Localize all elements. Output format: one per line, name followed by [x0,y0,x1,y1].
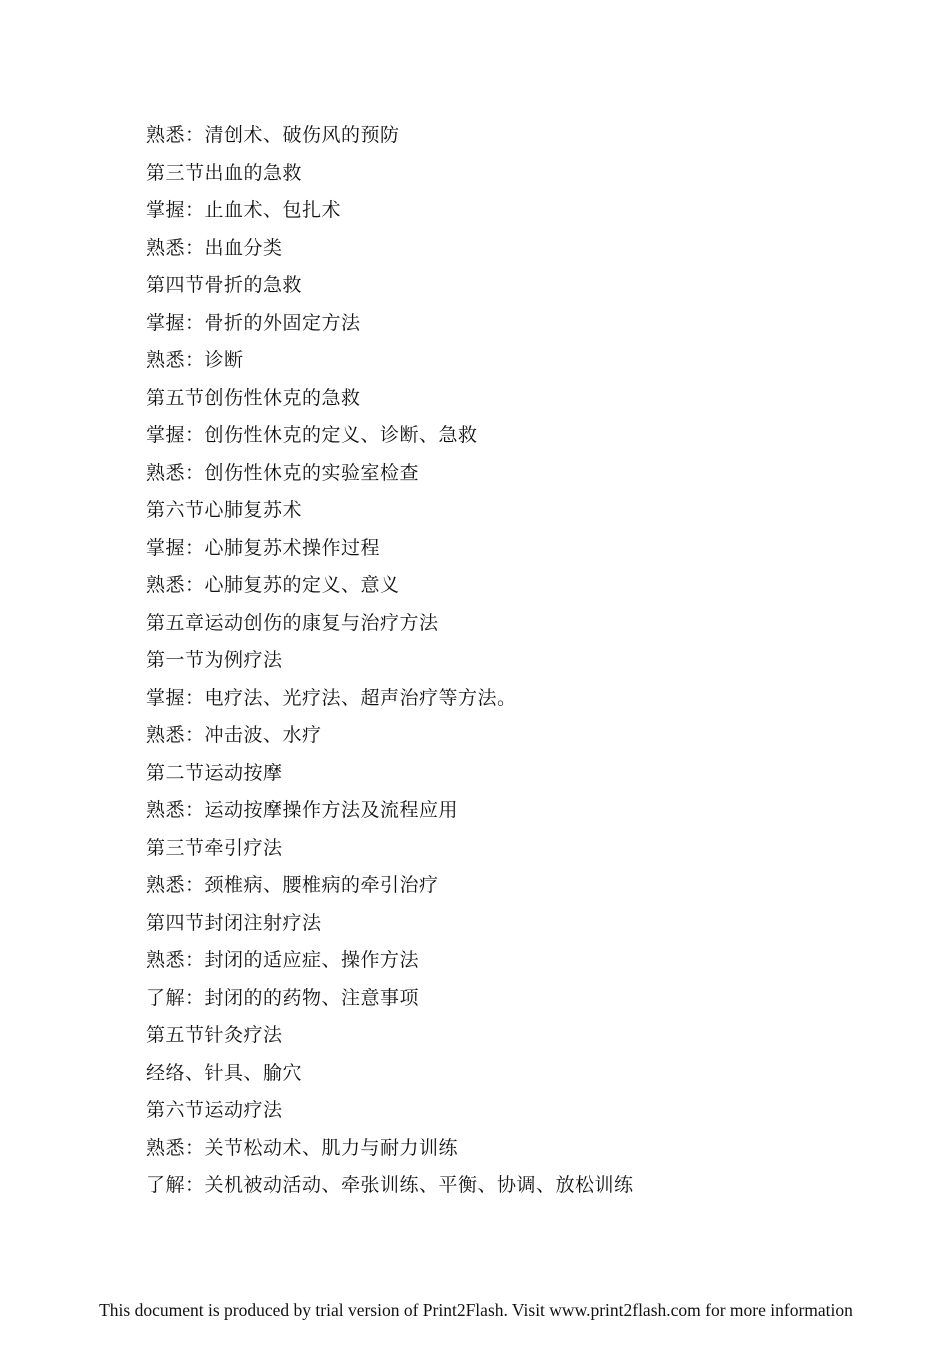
section-heading: 第四节骨折的急救 [146,274,303,296]
section-heading: 第五节针灸疗法 [146,1024,283,1046]
text-line: 掌握：创伤性休克的定义、诊断、急救 [146,424,478,446]
section-heading: 第六节心肺复苏术 [146,499,303,521]
text-line: 熟悉：冲击波、水疗 [146,724,322,746]
text-line: 掌握：心肺复苏术操作过程 [146,536,381,559]
text-line: 熟悉：清创术、破伤风的预防 [146,124,400,146]
text-line: 熟悉：创伤性休克的实验室检查 [146,461,420,484]
text-line: 掌握：骨折的外固定方法 [146,311,361,334]
section-heading: 第二节运动按摩 [146,761,283,784]
trial-watermark-footer: This document is produced by trial version of Print2Flash. Visit www.print2flash.com for more information [99,1300,853,1320]
text-line: 经络、针具、腧穴 [146,1061,303,1084]
text-line: 掌握：止血术、包扎术 [146,199,342,221]
text-line: 掌握：电疗法、光疗法、超声治疗等方法。 [146,686,517,709]
text-line: 熟悉：诊断 [146,349,244,371]
section-heading: 第三节出血的急救 [146,161,303,184]
text-line: 熟悉：关节松动术、肌力与耐力训练 [146,1136,459,1159]
section-heading: 第四节封闭注射疗法 [146,911,322,934]
section-heading: 第六节运动疗法 [146,1099,283,1121]
text-line: 熟悉：封闭的适应症、操作方法 [146,949,420,971]
text-line: 了解：关机被动活动、牵张训练、平衡、协调、放松训练 [146,1174,634,1196]
text-line: 熟悉：出血分类 [146,236,283,259]
section-heading: 第三节牵引疗法 [146,836,283,859]
chapter-heading: 第五章运动创伤的康复与治疗方法 [146,611,439,634]
section-heading: 第一节为例疗法 [146,649,283,671]
section-heading: 第五节创伤性休克的急救 [146,386,361,409]
document-body [146,117,906,1205]
text-line: 熟悉：心肺复苏的定义、意义 [146,574,400,596]
text-line: 了解：封闭的的药物、注意事项 [146,986,420,1009]
text-line: 熟悉：运动按摩操作方法及流程应用 [146,799,459,821]
text-line: 熟悉：颈椎病、腰椎病的牵引治疗 [146,874,439,896]
